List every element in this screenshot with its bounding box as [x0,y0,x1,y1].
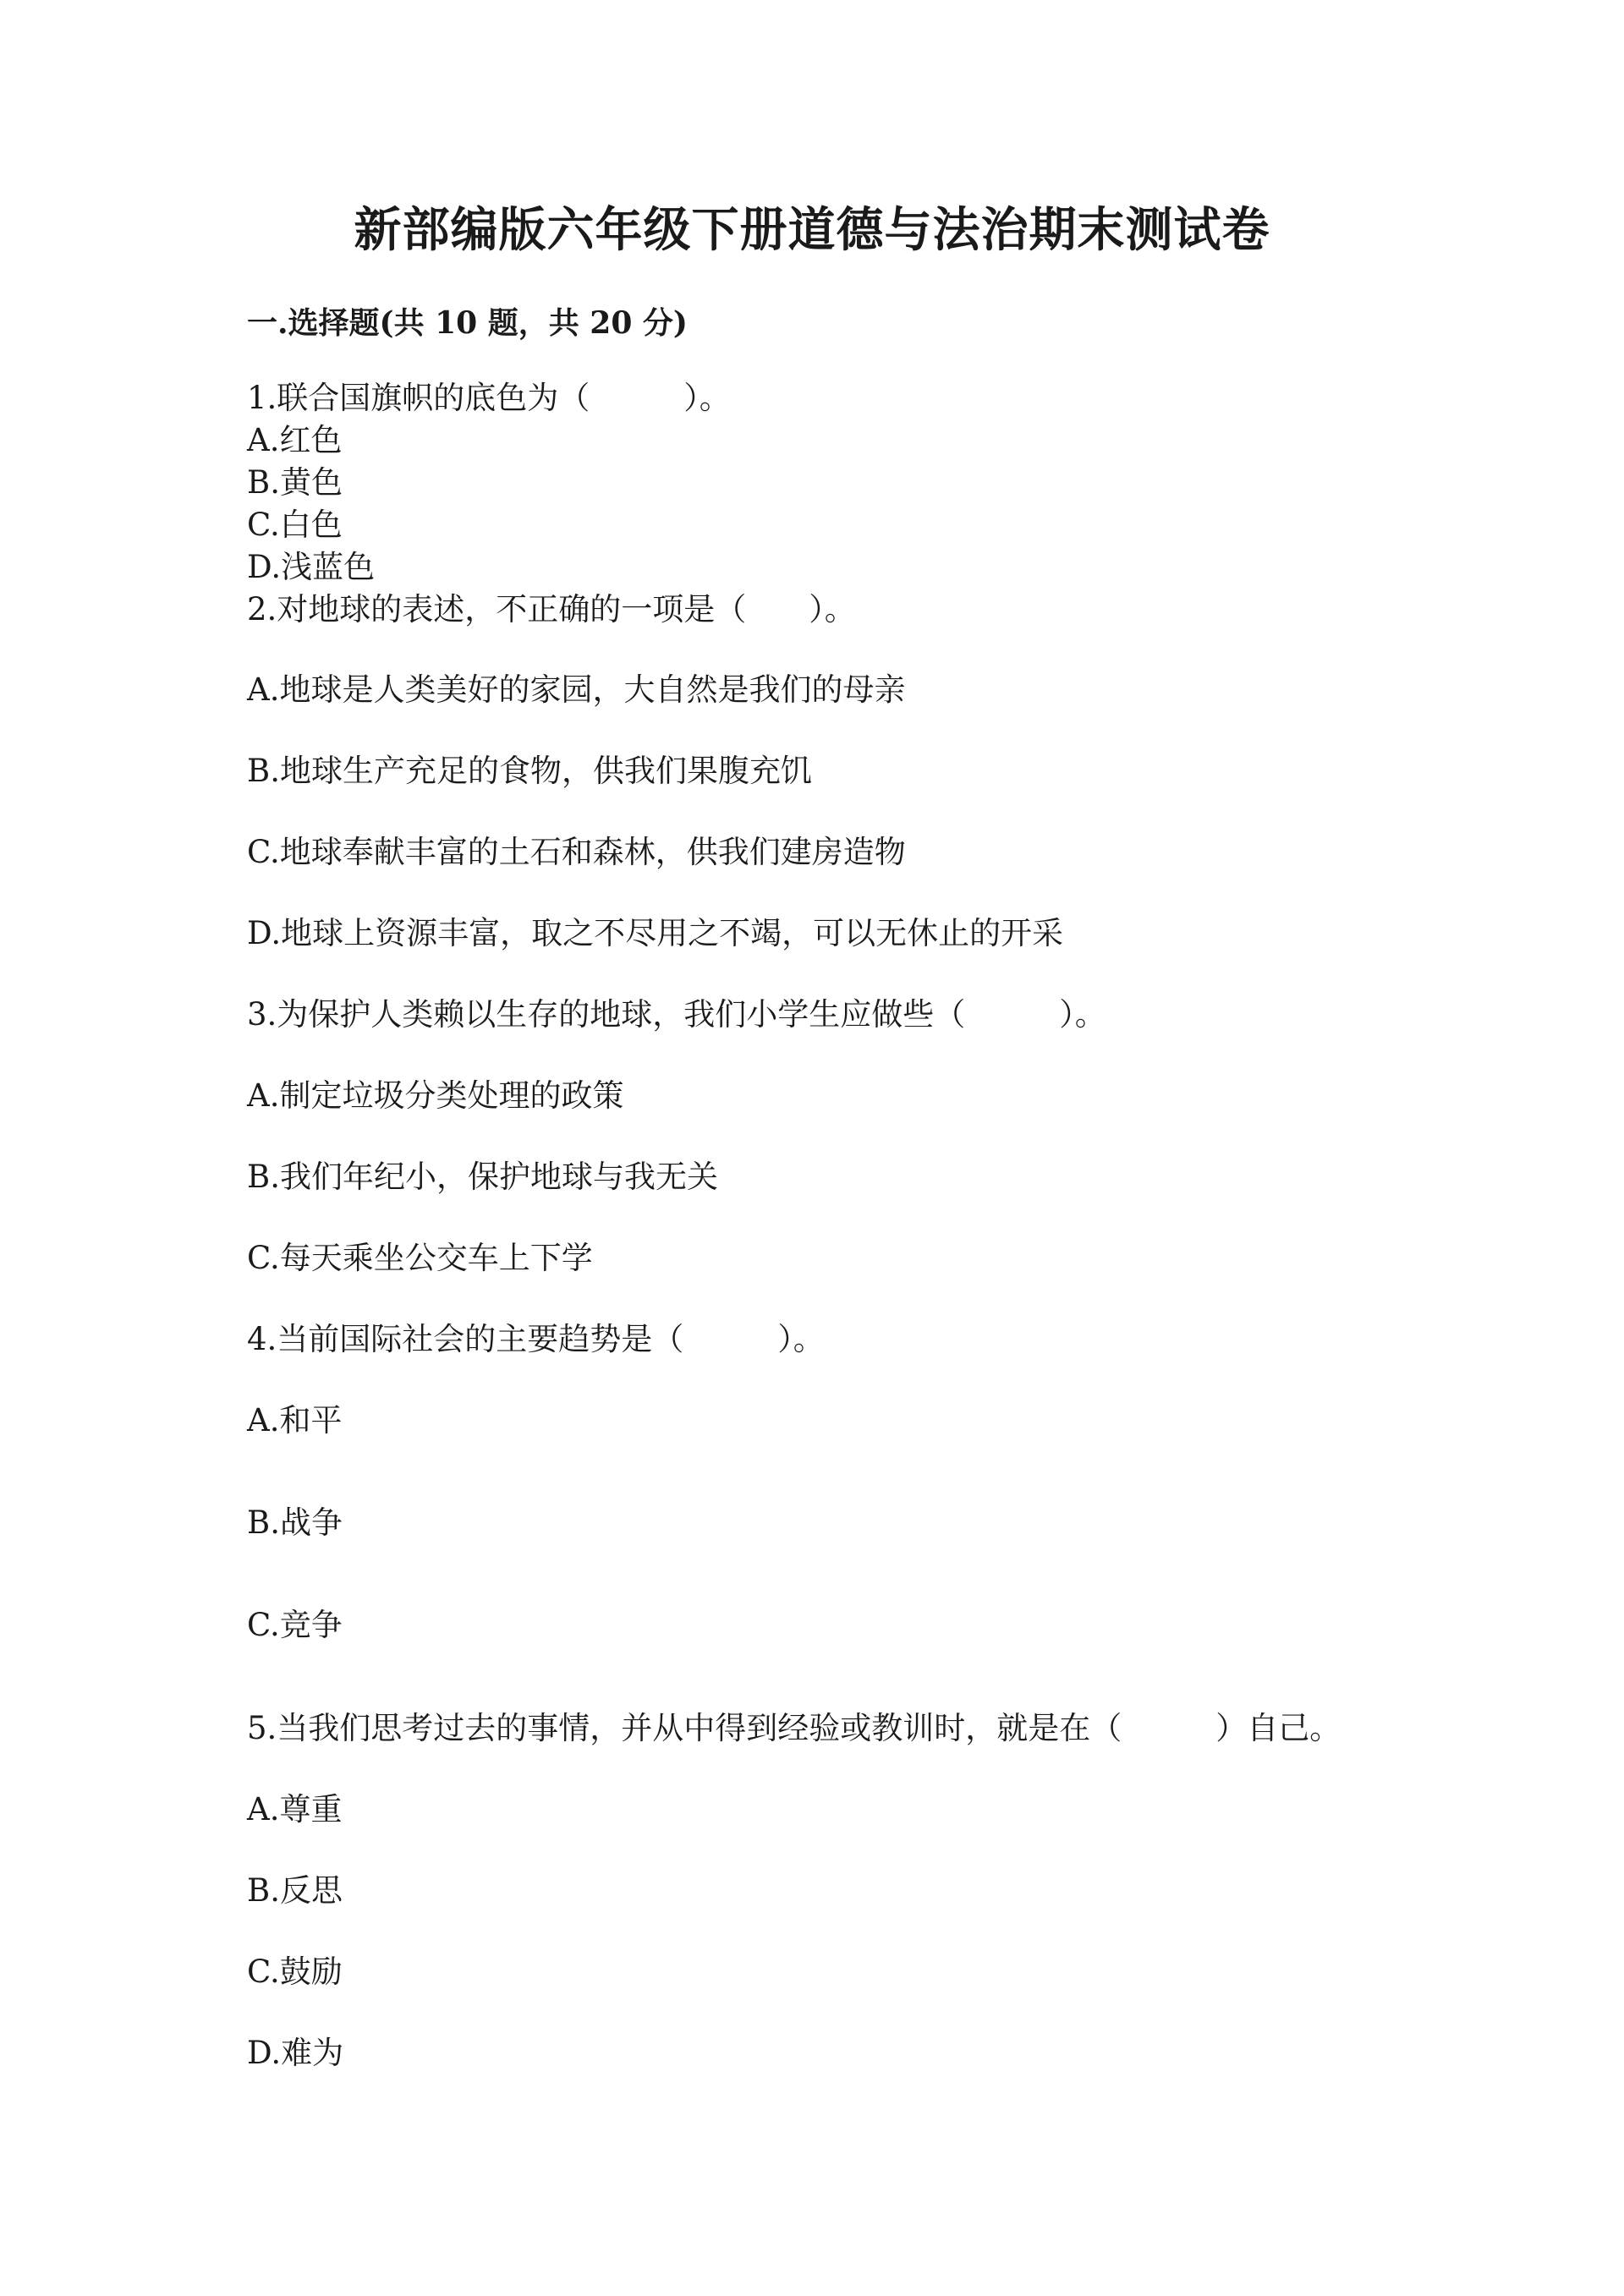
question-2-option-b: B.地球生产充足的食物，供我们果腹充饥 [247,753,812,789]
question-3-option-c: C.每天乘坐公交车上下学 [247,1240,593,1276]
question-5-option-d: D.难为 [247,2035,344,2071]
question-3-option-b: B.我们年纪小，保护地球与我无关 [247,1159,718,1195]
question-2-option-a: A.地球是人类美好的家园，大自然是我们的母亲 [247,671,906,708]
question-5-option-b: B.反思 [247,1872,343,1909]
question-3: 3.为保护人类赖以生存的地球，我们小学生应做些（ ）。 [247,996,1106,1033]
question-2-option-d: D.地球上资源丰富，取之不尽用之不竭，可以无休止的开采 [247,915,1064,951]
question-5-option-a: A.尊重 [247,1791,343,1827]
question-4: 4.当前国际社会的主要趋势是（ ）。 [247,1321,825,1357]
question-5: 5.当我们思考过去的事情，并从中得到经验或教训时，就是在（ ）自己。 [247,1710,1341,1746]
document-title: 新部编版六年级下册道德与法治期末测试卷 [354,202,1270,258]
question-1-option-d: D.浅蓝色 [247,549,376,585]
question-1-option-a: A.红色 [247,422,343,458]
section-heading: 一.选择题(共 10 题，共 20 分) [247,305,688,341]
question-4-option-b: B.战争 [247,1504,343,1541]
question-1-option-b: B.黄色 [247,464,343,501]
question-2-option-c: C.地球奉献丰富的土石和森林，供我们建房造物 [247,834,906,870]
question-3-option-a: A.制定垃圾分类处理的政策 [247,1077,624,1114]
question-4-option-c: C.竞争 [247,1607,343,1643]
question-5-option-c: C.鼓励 [247,1954,343,1990]
question-4-option-a: A.和平 [247,1402,343,1438]
question-1: 1.联合国旗帜的底色为（ ）。 [247,380,731,416]
question-1-option-c: C.白色 [247,507,343,543]
question-2: 2.对地球的表述，不正确的一项是（ ）。 [247,591,856,627]
